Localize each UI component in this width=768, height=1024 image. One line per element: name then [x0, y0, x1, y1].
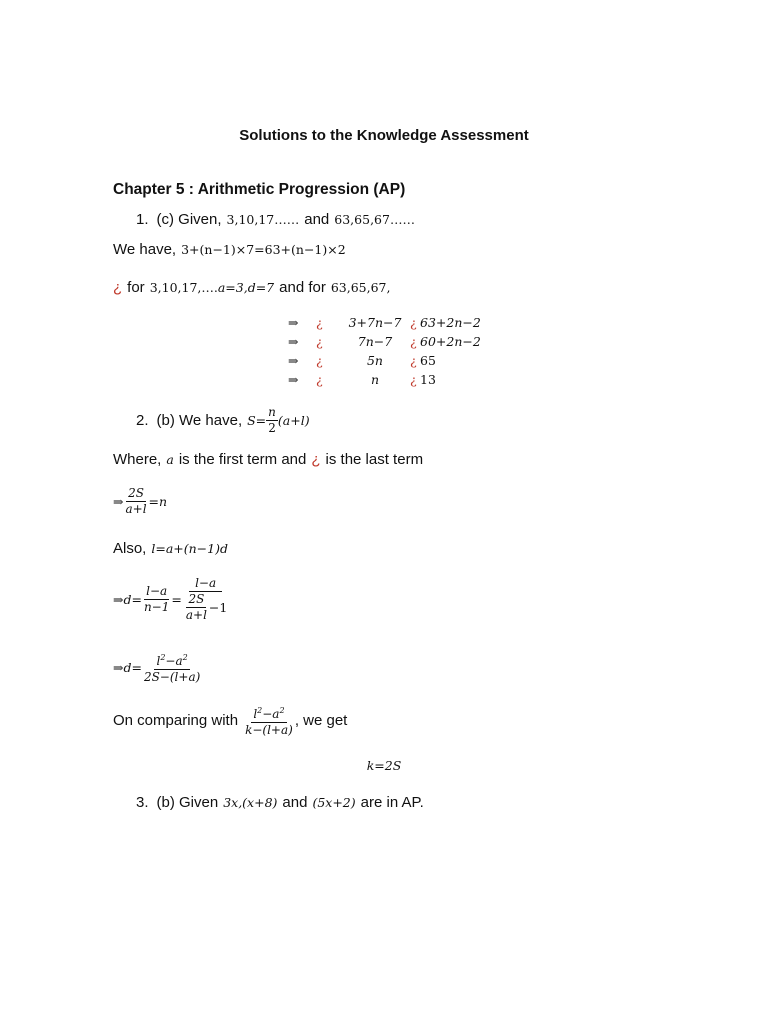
q1-equation: 3+(n−1)×7=63+(n−1)×2	[181, 242, 346, 257]
placeholder-glyph: ¿	[410, 315, 417, 330]
question-3-line	[136, 794, 424, 811]
q2-last-term: is the last term	[325, 451, 424, 468]
q2-also-equation: l=a+(n−1)d	[151, 541, 228, 556]
q1-values-1: a=3,d=7	[217, 280, 275, 295]
fraction-denominator: 2S−(l+a)	[143, 670, 201, 684]
q1-and: and	[304, 211, 330, 228]
q1-for: for	[127, 279, 145, 296]
q1-for-line	[113, 279, 390, 296]
fraction-numerator: l−a	[146, 584, 168, 598]
fraction	[142, 650, 202, 685]
q1-step	[288, 351, 488, 370]
step-lhs: 3+7n−7	[348, 315, 402, 330]
step-lhs: n	[370, 372, 380, 387]
q2-also-line	[113, 540, 228, 557]
fraction-denominator: a+l	[185, 608, 207, 622]
step-lhs: 7n−7	[357, 334, 393, 349]
step-lhs: 5n	[366, 353, 383, 368]
q1-sequence-1: 3,10,17……	[226, 212, 300, 227]
q2-we-get: , we get	[294, 712, 348, 729]
q1-steps	[288, 313, 488, 389]
fraction-denominator: k−(l+a)	[245, 723, 293, 737]
q2-paren: (a+l)	[277, 413, 310, 428]
implies-arrow: ⇒	[288, 334, 299, 349]
fraction	[142, 584, 171, 615]
q2-d-equals: ⇒d=	[113, 660, 142, 675]
q2-d-equals: ⇒d=	[113, 592, 142, 607]
q1-sequence-2b: 63,65,67,	[330, 280, 391, 295]
question-1-line	[136, 211, 415, 228]
implies-arrow: ⇒	[288, 353, 299, 368]
fraction-denominator: 2	[268, 421, 276, 435]
implies-arrow: ⇒	[113, 494, 124, 509]
chapter-heading: Chapter 5 : Arithmetic Progression (AP)	[113, 181, 406, 198]
fraction	[123, 486, 148, 517]
q2-s-equals: S=	[247, 413, 267, 428]
inner-fraction	[184, 592, 209, 623]
q3-tail: are in AP.	[360, 794, 424, 811]
q2-formula-1-rhs: =n	[148, 494, 168, 509]
step-rhs: 13	[420, 372, 436, 387]
equals-sign: =	[171, 592, 182, 607]
placeholder-glyph: ¿	[316, 353, 323, 368]
q2-n-over-2	[266, 405, 278, 436]
q2-lead: (b) We have,	[156, 412, 243, 429]
step-rhs: 63+2n−2	[420, 315, 481, 330]
q3-number: 3.	[136, 794, 149, 811]
q1-and-for: and for	[279, 279, 326, 296]
q3-and: and	[282, 794, 308, 811]
fraction-numerator: n	[268, 405, 276, 419]
q2-where: Where,	[113, 451, 162, 468]
placeholder-glyph: ¿	[410, 353, 417, 368]
q2-number: 2.	[136, 412, 149, 429]
fraction-numerator: $l^2-a^2$	[154, 650, 189, 670]
compound-fraction	[182, 576, 229, 623]
q1-we-have-line	[113, 241, 346, 258]
q2-where-line	[113, 451, 423, 468]
placeholder-glyph: ¿	[410, 372, 417, 387]
q1-step	[288, 332, 488, 351]
placeholder-glyph: ¿	[311, 451, 321, 468]
q1-step	[288, 313, 488, 332]
q2-formula-1	[113, 486, 167, 517]
q1-we-have: We have,	[113, 241, 177, 258]
q3-lead: (b) Given	[156, 794, 219, 811]
q2-formula-d3	[113, 650, 202, 685]
q2-first-term: is the first term and	[178, 451, 307, 468]
fraction-numerator: 2S	[188, 592, 205, 606]
q1-sequence-1b: 3,10,17,….	[149, 280, 218, 295]
q2-formula-d1	[113, 576, 229, 623]
q1-step	[288, 370, 488, 389]
q1-lead: (c) Given,	[156, 211, 222, 228]
step-rhs: 65	[420, 353, 436, 368]
compound-denominator	[182, 592, 229, 623]
fraction-numerator: 2S	[128, 486, 144, 500]
q3-term-2: (5x+2)	[312, 795, 356, 810]
placeholder-glyph: ¿	[316, 334, 323, 349]
placeholder-glyph: ¿	[316, 372, 323, 387]
implies-arrow: ⇒	[288, 315, 299, 330]
q2-a-symbol: a	[166, 452, 174, 467]
q2-comparing: On comparing with	[113, 712, 239, 729]
fraction	[243, 703, 295, 738]
q3-term-1: 3x,(x+8)	[223, 795, 278, 810]
fraction-numerator: $l^2-a^2$	[251, 703, 286, 723]
q2-comparing-line	[113, 703, 347, 738]
fraction-numerator: l−a	[189, 576, 222, 592]
q2-result: k=2S	[366, 758, 402, 773]
implies-arrow: ⇒	[288, 372, 299, 387]
step-rhs: 60+2n−2	[420, 334, 481, 349]
question-2-line	[136, 405, 310, 436]
minus-one: −1	[208, 600, 228, 615]
q1-number: 1.	[136, 211, 149, 228]
fraction-denominator: n−1	[143, 600, 170, 614]
q1-sequence-2: 63,65,67……	[334, 212, 415, 227]
placeholder-glyph: ¿	[410, 334, 417, 349]
placeholder-glyph: ¿	[316, 315, 323, 330]
page-title: Solutions to the Knowledge Assessment	[239, 127, 529, 144]
q1-placeholder-glyph: ¿	[113, 279, 123, 296]
q2-also: Also,	[113, 540, 147, 557]
fraction-denominator: a+l	[125, 502, 147, 516]
